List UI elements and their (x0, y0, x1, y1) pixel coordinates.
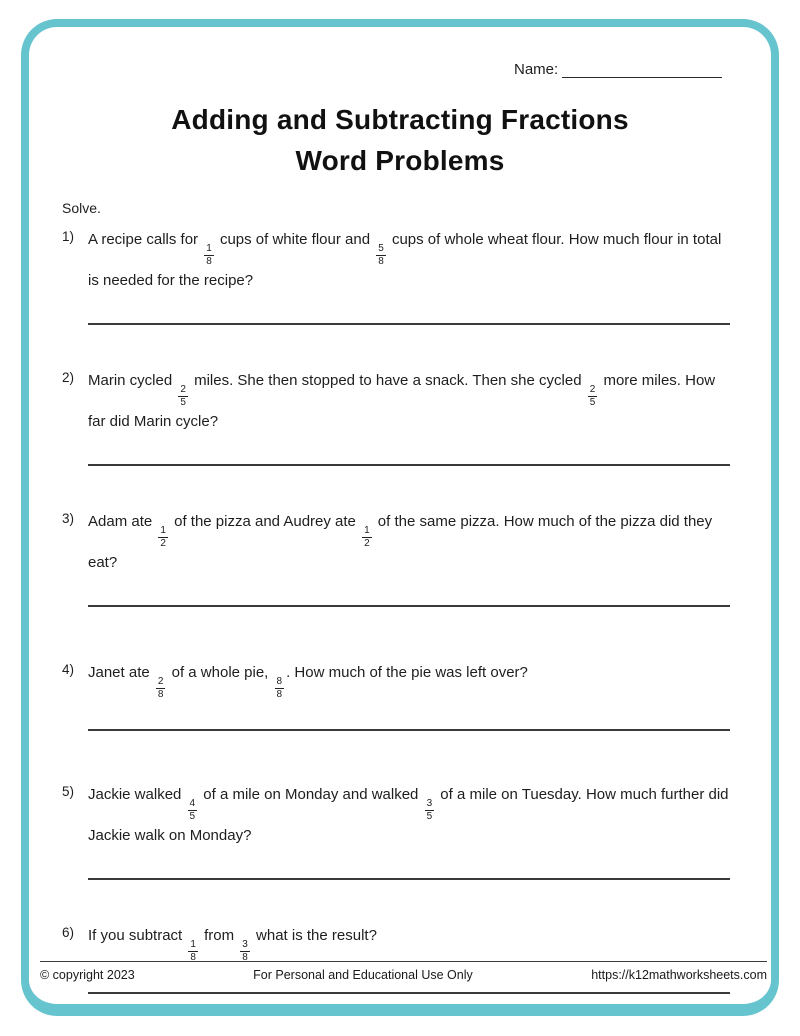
page-title-line1: Adding and Subtracting Fractions (171, 104, 629, 135)
name-row (514, 60, 722, 78)
footer-divider (40, 961, 767, 962)
fraction (158, 526, 168, 549)
fraction (588, 385, 598, 408)
answer-blank-line (88, 464, 730, 466)
problem-text: Adam ate $\frac{1}{2}$ of the pizza and Audrey ate $\frac{1}{2}$ of the same pizza. How much of the pizza did they eat? (88, 513, 713, 571)
problem-item (62, 226, 730, 325)
answer-blank-line (88, 992, 730, 994)
page-title (0, 99, 800, 181)
instructions: Solve. (62, 200, 101, 216)
fraction-denominator: 5 (589, 397, 596, 408)
fraction-denominator: 5 (426, 811, 433, 822)
problem-body (88, 226, 730, 325)
fraction-numerator: 2 (157, 676, 164, 687)
fraction (178, 385, 188, 408)
fraction (275, 677, 285, 700)
problem-item (62, 659, 730, 731)
fraction-denominator: 8 (276, 689, 283, 700)
fraction (376, 244, 386, 267)
fraction-denominator: 5 (189, 811, 196, 822)
fraction-numerator: 1 (364, 525, 370, 536)
fraction-numerator: 8 (276, 676, 283, 687)
fraction-numerator: 1 (160, 525, 166, 536)
fraction (188, 940, 198, 963)
fraction-numerator: 2 (589, 384, 596, 395)
fraction (240, 940, 250, 963)
footer (40, 968, 767, 982)
problem-item (62, 508, 730, 607)
answer-blank-line (88, 323, 730, 325)
problem-body (88, 781, 730, 880)
problem-body (88, 508, 730, 607)
name-label: Name: (514, 61, 559, 78)
problem-text: If you subtract $\frac{1}{8}$ from $\frac{3}{8}$ what is the result? (88, 927, 377, 963)
fraction (362, 526, 372, 549)
fraction (188, 799, 198, 822)
problem-item (62, 367, 730, 466)
problem-number: 6) (62, 925, 75, 940)
problem-text: Marin cycled $\frac{2}{5}$ miles. She then stopped to have a snack. Then she cycled $\frac{2}{5}$ more miles. How far did Marin cycle? (88, 372, 716, 430)
fraction-denominator: 8 (190, 952, 196, 963)
problem-body (88, 659, 730, 731)
problem-body (88, 922, 730, 994)
problem-item (62, 781, 730, 880)
fraction (425, 799, 435, 822)
problem-text: A recipe calls for $\frac{1}{8}$ cups of white flour and $\frac{5}{8}$ cups of whole wheat flour. How much flour in total is needed for the recipe? (88, 231, 722, 289)
fraction (156, 677, 166, 700)
answer-blank-line (88, 878, 730, 880)
problem-number: 5) (62, 784, 75, 799)
name-blank-line (562, 60, 722, 78)
problem-number: 3) (62, 511, 75, 526)
fraction-denominator: 8 (206, 256, 212, 267)
page-title-line2: Word Problems (295, 145, 505, 176)
fraction-denominator: 8 (242, 952, 248, 963)
problem-number: 1) (62, 229, 75, 244)
problem-text: Jackie walked $\frac{4}{5}$ of a mile on Monday and walked $\frac{3}{5}$ of a mile on Tuesday. How much further did Jackie walk on Monday? (88, 786, 729, 844)
fraction-numerator: 3 (242, 939, 248, 950)
footer-usage: For Personal and Educational Use Only (253, 968, 473, 982)
fraction-denominator: 8 (378, 256, 384, 267)
problem-body (88, 367, 730, 466)
problem-item (62, 922, 730, 994)
fraction-numerator: 5 (378, 243, 384, 254)
answer-blank-line (88, 729, 730, 731)
fraction-denominator: 2 (160, 538, 166, 549)
fraction-numerator: 4 (189, 798, 196, 809)
fraction-numerator: 1 (190, 939, 196, 950)
problems-list (62, 226, 730, 1036)
fraction-denominator: 2 (364, 538, 370, 549)
answer-blank-line (88, 605, 730, 607)
fraction-numerator: 1 (206, 243, 212, 254)
problem-number: 4) (62, 662, 75, 677)
problem-text: Janet ate $\frac{2}{8}$ of a whole pie, $\frac{8}{8}$ . How much of the pie was left over? (88, 664, 528, 700)
footer-url[interactable]: https://k12mathworksheets.com (591, 968, 767, 982)
fraction (204, 244, 214, 267)
fraction-denominator: 8 (157, 689, 164, 700)
fraction-numerator: 2 (180, 384, 186, 395)
fraction-denominator: 5 (180, 397, 186, 408)
footer-copyright: © copyright 2023 (40, 968, 135, 982)
problem-number: 2) (62, 370, 75, 385)
fraction-numerator: 3 (426, 798, 433, 809)
